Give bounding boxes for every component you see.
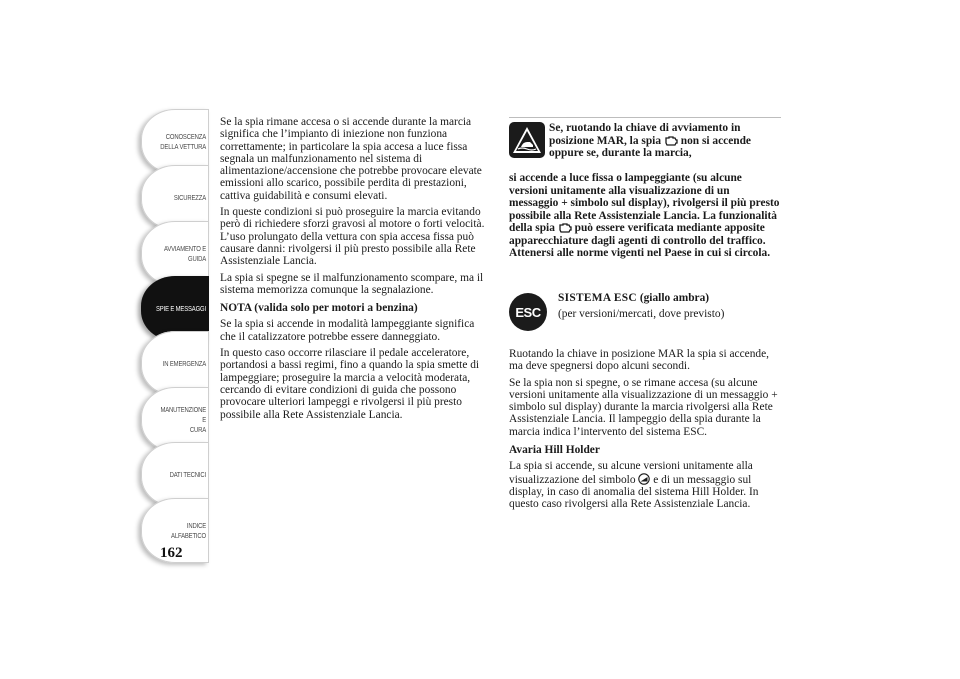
esc-title: SISTEMA ESC: [558, 292, 637, 304]
esc-body: [509, 348, 781, 515]
tab-label: INDICE ALFABETICO: [171, 520, 206, 540]
note-label: NOTA (: [220, 302, 259, 315]
note-heading: [220, 302, 492, 314]
paragraph: In questo caso occorre rilasciare il pedale acceleratore, portandosi a bassi regimi, fino a quando la spia smette di lampeggiare; proseguire la marcia a velocità moderata, cercando di evitare condizioni di guida che possono provocare ulteriori lampeggi e rivolgersi il più presto possibile alla Rete Assistenziale Lancia.: [220, 347, 480, 421]
warning-line: non si accende oppure se, durante la marcia,: [549, 134, 751, 159]
note-close: ): [413, 302, 418, 315]
esc-color: (giallo ambra): [639, 292, 710, 304]
paragraph: Se la spia non si spegne, o se rimane accesa (su alcune versioni unitamente alla visualizzazione di un messaggio + simbolo sul display) durante la marcia rivolgersi alla Rete Assistenziale Lancia. Il lampeggio della spia durante la marcia indica l’intervento del sistema ESC.: [509, 376, 778, 438]
esc-heading: [558, 290, 778, 322]
warning-line: può essere verificata mediante apposite apparecchiature dagli agenti di controllo del traffico. Attenersi alle norme vigenti nel Paese in cui si circola.: [509, 222, 771, 259]
hill-text: La spia si accende, su alcune versioni unitamente alla visualizzazione del simbolo: [509, 460, 753, 486]
note-qualifier: valida solo per motori a benzina: [258, 302, 414, 315]
esc-title-line: [558, 290, 778, 306]
tab-label: CONOSCENZA DELLA VETTURA: [160, 131, 206, 151]
tab-label: IN EMERGENZA: [162, 358, 206, 368]
warning-intro: [549, 122, 781, 160]
tab-label: MANUTENZIONE E CURA: [160, 404, 206, 434]
esc-subtitle: (per versioni/mercati, dove previsto): [558, 308, 725, 320]
left-column: [220, 116, 492, 425]
tab-label: DATI TECNICI: [169, 469, 206, 479]
engine-icon: [664, 135, 678, 146]
paragraph: Ruotando la chiave in posizione MAR la spia si accende, ma deve spegnersi dopo alcuni secondi.: [509, 348, 770, 373]
page-number: 162: [160, 545, 183, 561]
esc-icon: ESC: [509, 293, 547, 331]
warning-line: si accende a luce fissa o lampeggiante (su alcune versioni unitamente alla visualizzazione di un messaggio + simbolo sul display), rivolgersi il più presto possibile alla Rete Assistenziale Lancia. La funzionalità della spia: [509, 172, 780, 234]
paragraph: La spia si spegne se il malfunzionamento scompare, ma il sistema memorizza comunque la segnalazione.: [220, 271, 484, 296]
engine-icon: [558, 222, 572, 233]
warning-body: [509, 172, 781, 260]
warning-triangle-icon: [509, 122, 545, 158]
tab-label: SPIE E MESSAGGI: [155, 303, 206, 313]
paragraph: In queste condizioni si può proseguire la marcia evitando però di richiedere sforzi gravosi al motore o forti velocità. L’uso prolungato della vettura con spia accesa fissa può causare danni: rivolgersi il più presto possibile alla Rete Assistenziale Lancia.: [220, 206, 485, 268]
divider: [509, 117, 781, 118]
paragraph: [509, 460, 781, 510]
paragraph: Se la spia rimane accesa o si accende durante la marcia significa che l’impianto di iniezione non funziona correttamente; in particolare la spia accesa a luce fissa segnala un malfunzionamento nel sistema di alimentazione/accensione che potrebbe provocare elevate emissioni allo scarico, possibile perdita di prestazioni, cattiva guidabilità e consumi elevati.: [220, 116, 482, 202]
tab-label: SICUREZZA: [173, 192, 206, 202]
hill-text: e di un messaggio sul display, in caso di anomalia del sistema Hill Holder. In questo caso rivolgersi alla Rete Assistenziale Lancia.: [509, 473, 759, 511]
tab-label: AVVIAMENTO E GUIDA: [163, 243, 206, 263]
warning-line: Se, ruotando la chiave di avviamento in posizione MAR, la spia: [549, 122, 741, 147]
paragraph: Se la spia si accende in modalità lampeggiante significa che il catalizzatore potrebbe essere danneggiato.: [220, 318, 475, 343]
hill-holder-icon: [638, 473, 650, 485]
hill-holder-heading: Avaria Hill Holder: [509, 444, 600, 457]
